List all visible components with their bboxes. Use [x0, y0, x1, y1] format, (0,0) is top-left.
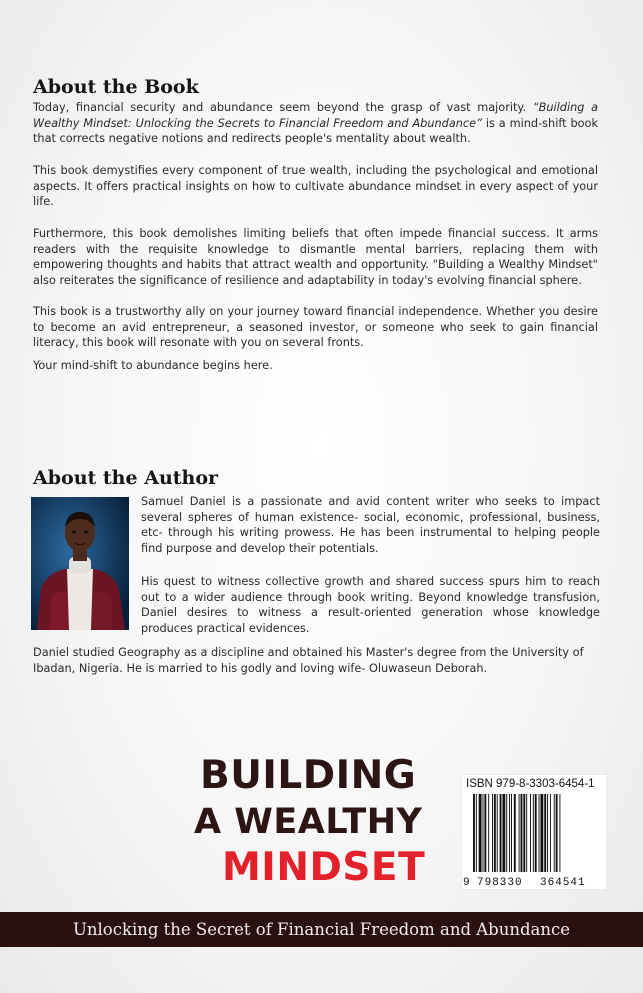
about-book-paragraph-5: Your mind-shift to abundance begins here. — [33, 359, 273, 372]
subtitle-text: Unlocking the Secret of Financial Freedom and Abundance — [72, 920, 571, 939]
about-author-paragraph-2: His quest to witness collective growth and shared success spurs him to reach out to a wider audience through book writing. Beyond knowledge transfusion, Daniel desires to witness a result-oriented generation whose knowledge produces practical evidences. — [141, 575, 600, 635]
about-book-paragraph-1 — [33, 100, 598, 147]
about-book-paragraph-2: This book demystifies every component of true wealth, including the psychological and emotional aspects. It offers practical insights on how to cultivate abundance mindset in every aspect of your life. — [33, 164, 598, 208]
title-line-mindset: MINDSET — [222, 845, 426, 890]
subtitle-banner — [0, 912, 643, 947]
about-book-paragraph-4: This book is a trustworthy ally on your journey toward financial independence. Whether you desire to become an avid entrepreneur, a seasoned investor, or someone who seek to gain financial literacy, this book will resonate with you on several fronts. — [33, 305, 598, 349]
author-photo — [31, 497, 129, 630]
about-book-p1-title: “Building a Wealthy Mindset: Unlocking the Secrets to Financial Freedom and Abundance” — [33, 101, 598, 130]
about-author-paragraph-3: Daniel studied Geography as a discipline and obtained his Master's degree from the University of Ibadan, Nigeria. He is married to his godly and loving wife- Oluwaseun Deborah. — [33, 646, 584, 675]
about-author-heading: About the Author — [33, 467, 219, 489]
isbn-label: ISBN 979-8-3303-6454-1 — [466, 778, 595, 790]
author-portrait-illustration — [31, 497, 129, 630]
about-book-p1-text-b: is a mind-shift book that corrects negative notions and redirects people's mentality about wealth. — [33, 116, 599, 145]
barcode-first-digit: 9 — [463, 877, 470, 889]
barcode-graphic — [461, 774, 607, 890]
about-author-paragraph-1: Samuel Daniel is a passionate and avid content writer who seeks to impact several spheres of human existence- social, economic, professional, business, etc- through his writing prowess. He has been instrumental to helping people find purpose and develop their potentials. — [141, 495, 600, 555]
barcode-left-digits: 798330 — [477, 877, 523, 889]
title-line-building: BUILDING — [200, 753, 417, 798]
about-book-heading: About the Book — [33, 76, 199, 98]
isbn-barcode — [461, 774, 607, 890]
barcode-right-digits: 364541 — [540, 877, 586, 889]
title-line-a-wealthy: A WEALTHY — [194, 802, 423, 842]
about-book-paragraph-3: Furthermore, this book demolishes limiting beliefs that often impede financial success. It arms readers with the requisite knowledge to dismantle mental barriers, replacing them with empowering thoughts and habits that attract wealth and opportunity. "Building a Wealthy Mindset" also reiterates the significance of resilience and adaptability in today's evolving financial sphere. — [33, 227, 598, 287]
about-book-p1-text-a: Today, financial security and abundance seem beyond the grasp of vast majority. — [33, 101, 533, 114]
